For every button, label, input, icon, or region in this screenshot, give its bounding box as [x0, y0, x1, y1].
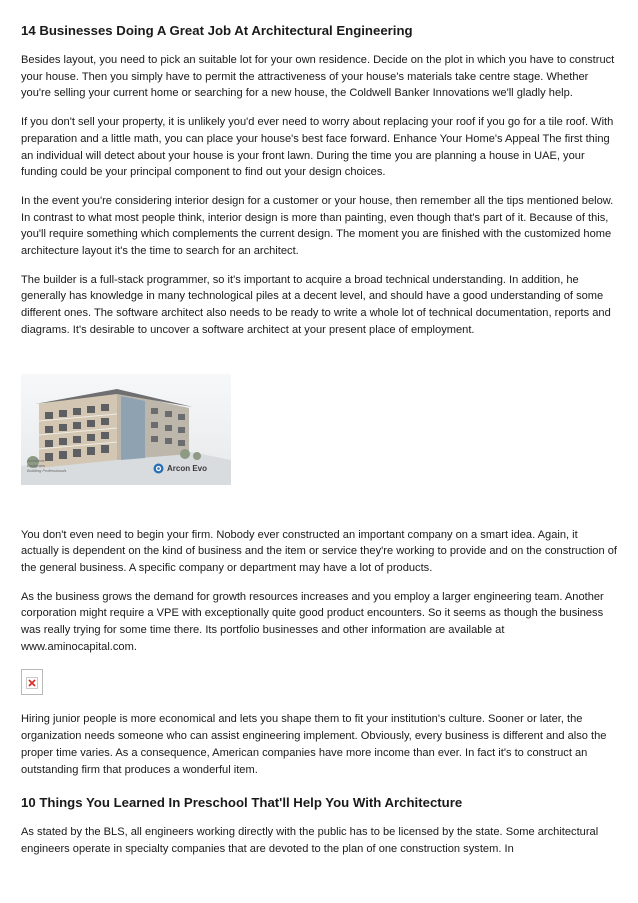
paragraph: Hiring junior people is more economical and lets you shape them to fit your institution's culture. Sooner or later, the organization needs someone who can assist engineering implement. Obviously, every business is different and also the proper time varies. As a consequence, American companies have more income than ever. In fact it's to construct an outstanding firm that produces a wonderful item. — [21, 713, 607, 776]
article — [21, 22, 618, 870]
brand-name: Arcon Evo — [167, 463, 208, 473]
building-photo — [21, 374, 231, 485]
figure-caption: Architects Designers Building Professionals — [27, 457, 67, 473]
paragraph: As the business grows the demand for growth resources increases and you employ a larger engineering team. Another corporation might require a VPE with exceptionally quite good product encounters. So it seems as though the business was really trying for some time there. Its portfolio businesses and other information are available at www.aminocapital.com. — [21, 590, 604, 653]
broken-image — [21, 669, 43, 695]
section-heading: 10 Things You Learned In Preschool That'll Help You With Architecture — [21, 795, 463, 811]
article-heading: 14 Businesses Doing A Great Job At Architectural Engineering — [21, 23, 413, 38]
brand-logo — [153, 463, 207, 474]
broken-image-icon — [26, 676, 38, 688]
paragraph: As stated by the BLS, all engineers working directly with the public has to be licensed by the state. Some architectural engineers operate in specialty companies that are devoted to the plan of one construction system. In — [21, 826, 599, 855]
paragraph: You don't even need to begin your firm. Nobody ever constructed an important company on a smart idea. Again, it actually is dependent on the kind of business and the item or service they're working to provide and on the construction of the general business. A specific company or department may have a lot of products. — [21, 528, 617, 574]
paragraph: If you don't sell your property, it is unlikely you'd ever need to worry about replacing your roof if you go for a tile roof. With preparation and a little math, you can place your house's best face forward. Enhance Your Home's Appeal The first thing an individual will detect about your house is your front lawn. During the time you are planning a house in UAE, your funding could be your principal component to find out your design choices. — [21, 116, 614, 179]
paragraph: Besides layout, you need to pick an suitable lot for your own residence. Decide on the plot in which you have to construct your house. Then you simply have to permit the attractiveness of your house's materials take centre stage. Whether you're selling your current home or searching for a new house, the Coldwell Banker Innovations we'll gladly help. — [21, 54, 615, 100]
paragraph: In the event you're considering interior design for a customer or your house, then remember all the tips mentioned below. In contrast to what most people think, interior design is more than painting, even though that's part of it. Because of this, you'll require something which complements the current design. The moment you are finished with the customized home architecture layout it's the time to search for an architect. — [21, 194, 614, 258]
arcon-logo-icon — [153, 463, 164, 474]
paragraph: The builder is a full-stack programmer, so it's important to acquire a broad technical understanding. In addition, he generally has knowledge in many technological piles at a decent level, and should have a good understanding of some different ones. The software architect also needs to be ready to write a whole lot of technical documentation, reports and diagrams. It's desirable to uncover a software architect at your present place of employment. — [21, 273, 611, 336]
